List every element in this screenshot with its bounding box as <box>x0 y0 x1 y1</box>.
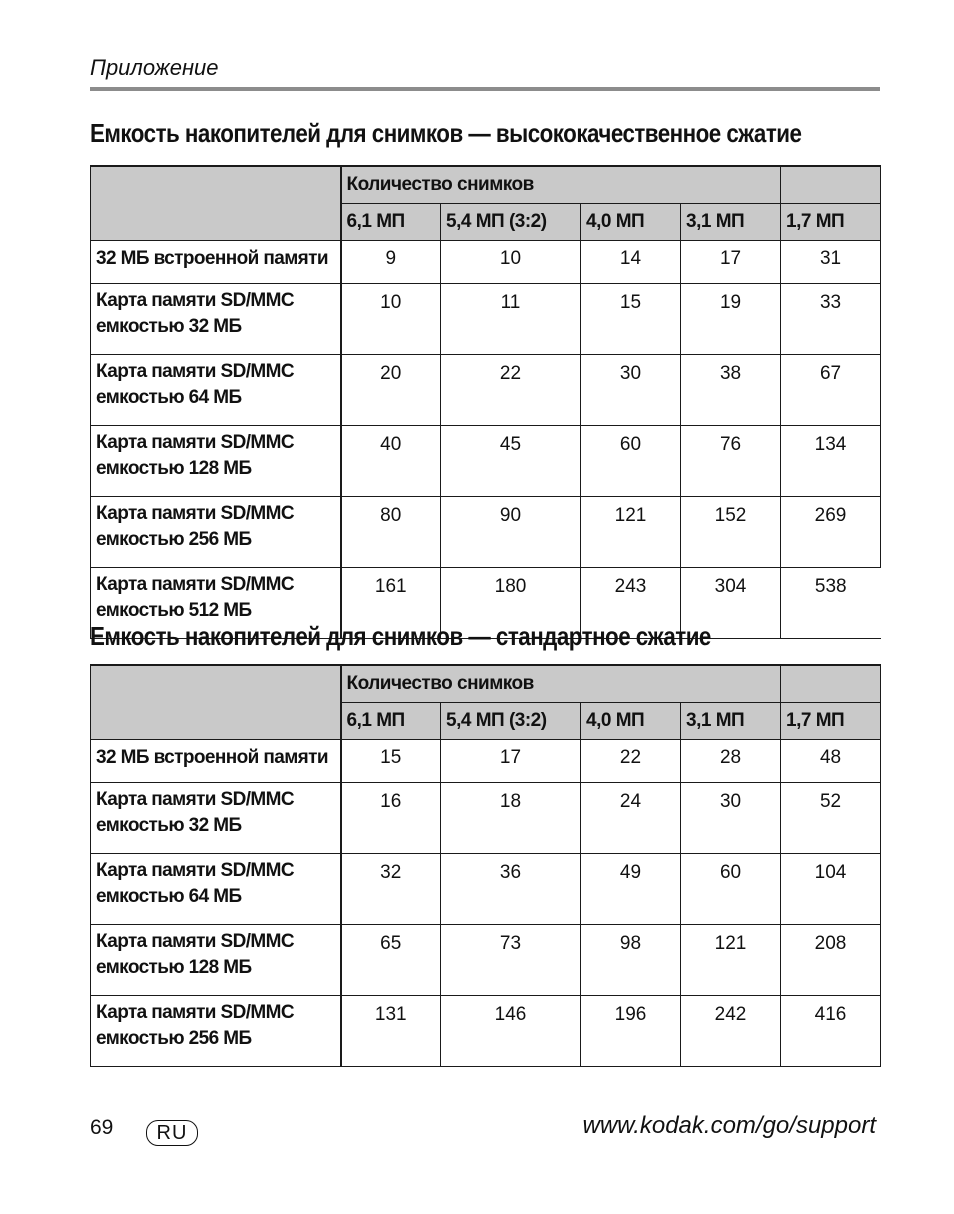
group-header-empty-cell <box>781 166 881 204</box>
page-number: 69 <box>90 1116 114 1139</box>
table-cell: 49 <box>581 854 681 925</box>
table-cell: 242 <box>681 996 781 1067</box>
table-cell: 67 <box>781 355 881 426</box>
table-cell: 38 <box>681 355 781 426</box>
table-cell: 30 <box>681 783 781 854</box>
row-label: Карта памяти SD/MMC емкостью 512 МБ <box>91 568 341 639</box>
column-header: 1,7 МП <box>781 703 881 740</box>
row-label: Карта памяти SD/MMC емкостью 128 МБ <box>91 925 341 996</box>
group-header: Количество снимков <box>341 665 781 703</box>
row-label: Карта памяти SD/MMC емкостью 256 МБ <box>91 497 341 568</box>
table-cell: 31 <box>781 241 881 284</box>
table-cell: 17 <box>441 740 581 783</box>
table-cell: 131 <box>341 996 441 1067</box>
table-row <box>91 996 881 1067</box>
table-cell: 243 <box>581 568 681 639</box>
header-rule <box>90 87 880 91</box>
column-header: 4,0 МП <box>581 204 681 241</box>
row-label: 32 МБ встроенной памяти <box>91 241 341 284</box>
table-cell: 36 <box>441 854 581 925</box>
table-row <box>91 241 881 284</box>
table-cell: 24 <box>581 783 681 854</box>
column-header: 1,7 МП <box>781 204 881 241</box>
table-cell: 60 <box>581 426 681 497</box>
table-cell: 304 <box>681 568 781 639</box>
table-cell: 146 <box>441 996 581 1067</box>
table-cell: 161 <box>341 568 441 639</box>
table-cell: 40 <box>341 426 441 497</box>
table-cell: 14 <box>581 241 681 284</box>
table-cell: 11 <box>441 284 581 355</box>
table-cell: 196 <box>581 996 681 1067</box>
table-cell: 208 <box>781 925 881 996</box>
table-cell: 121 <box>681 925 781 996</box>
header-corner-cell <box>91 665 341 740</box>
section-title-standard: Емкость накопителей для снимков — стандартное сжатие <box>90 621 711 651</box>
table-cell: 22 <box>581 740 681 783</box>
column-header: 6,1 МП <box>341 204 441 241</box>
table-cell: 15 <box>581 284 681 355</box>
table-cell: 48 <box>781 740 881 783</box>
row-label: Карта памяти SD/MMC емкостью 256 МБ <box>91 996 341 1067</box>
table-cell: 16 <box>341 783 441 854</box>
column-header: 3,1 МП <box>681 703 781 740</box>
table-cell: 9 <box>341 241 441 284</box>
table-cell: 18 <box>441 783 581 854</box>
table-cell: 269 <box>781 497 881 568</box>
table-cell: 28 <box>681 740 781 783</box>
table-cell: 90 <box>441 497 581 568</box>
table-cell: 10 <box>441 241 581 284</box>
table-cell: 121 <box>581 497 681 568</box>
column-header: 5,4 МП (3:2) <box>441 204 581 241</box>
table-cell: 180 <box>441 568 581 639</box>
table-row <box>91 355 881 426</box>
table-cell: 73 <box>441 925 581 996</box>
row-label: Карта памяти SD/MMC емкостью 64 МБ <box>91 355 341 426</box>
table-cell: 52 <box>781 783 881 854</box>
row-label: Карта памяти SD/MMC емкостью 64 МБ <box>91 854 341 925</box>
language-badge: RU <box>146 1120 198 1146</box>
column-header: 5,4 МП (3:2) <box>441 703 581 740</box>
section-title-high-quality: Емкость накопителей для снимков — высококачественное сжатие <box>90 118 802 148</box>
row-label: Карта памяти SD/MMC емкостью 32 МБ <box>91 783 341 854</box>
table-row <box>91 497 881 568</box>
table-cell: 10 <box>341 284 441 355</box>
table-cell: 32 <box>341 854 441 925</box>
table-cell: 416 <box>781 996 881 1067</box>
capacity-table-high-quality <box>90 165 881 639</box>
table-cell: 33 <box>781 284 881 355</box>
row-label: 32 МБ встроенной памяти <box>91 740 341 783</box>
table-row <box>91 284 881 355</box>
header-corner-cell <box>91 166 341 241</box>
column-header: 3,1 МП <box>681 204 781 241</box>
table-cell: 76 <box>681 426 781 497</box>
table-cell: 104 <box>781 854 881 925</box>
table-cell: 98 <box>581 925 681 996</box>
row-label: Карта памяти SD/MMC емкостью 32 МБ <box>91 284 341 355</box>
group-header-empty-cell <box>781 665 881 703</box>
table-cell: 45 <box>441 426 581 497</box>
table-cell: 20 <box>341 355 441 426</box>
table-row <box>91 854 881 925</box>
table-cell: 134 <box>781 426 881 497</box>
table-row <box>91 783 881 854</box>
group-header: Количество снимков <box>341 166 781 204</box>
row-label: Карта памяти SD/MMC емкостью 128 МБ <box>91 426 341 497</box>
table-row <box>91 740 881 783</box>
table-cell: 17 <box>681 241 781 284</box>
table-row <box>91 426 881 497</box>
capacity-table-standard <box>90 664 881 1067</box>
table-cell: 538 <box>781 568 881 639</box>
table-cell: 19 <box>681 284 781 355</box>
section-label: Приложение <box>90 55 219 80</box>
table-cell: 30 <box>581 355 681 426</box>
column-header: 6,1 МП <box>341 703 441 740</box>
table-row <box>91 925 881 996</box>
table-cell: 65 <box>341 925 441 996</box>
table-cell: 22 <box>441 355 581 426</box>
table-cell: 80 <box>341 497 441 568</box>
table-cell: 152 <box>681 497 781 568</box>
table-cell: 15 <box>341 740 441 783</box>
column-header: 4,0 МП <box>581 703 681 740</box>
table-cell: 60 <box>681 854 781 925</box>
support-url-link[interactable]: www.kodak.com/go/support <box>582 1112 876 1139</box>
